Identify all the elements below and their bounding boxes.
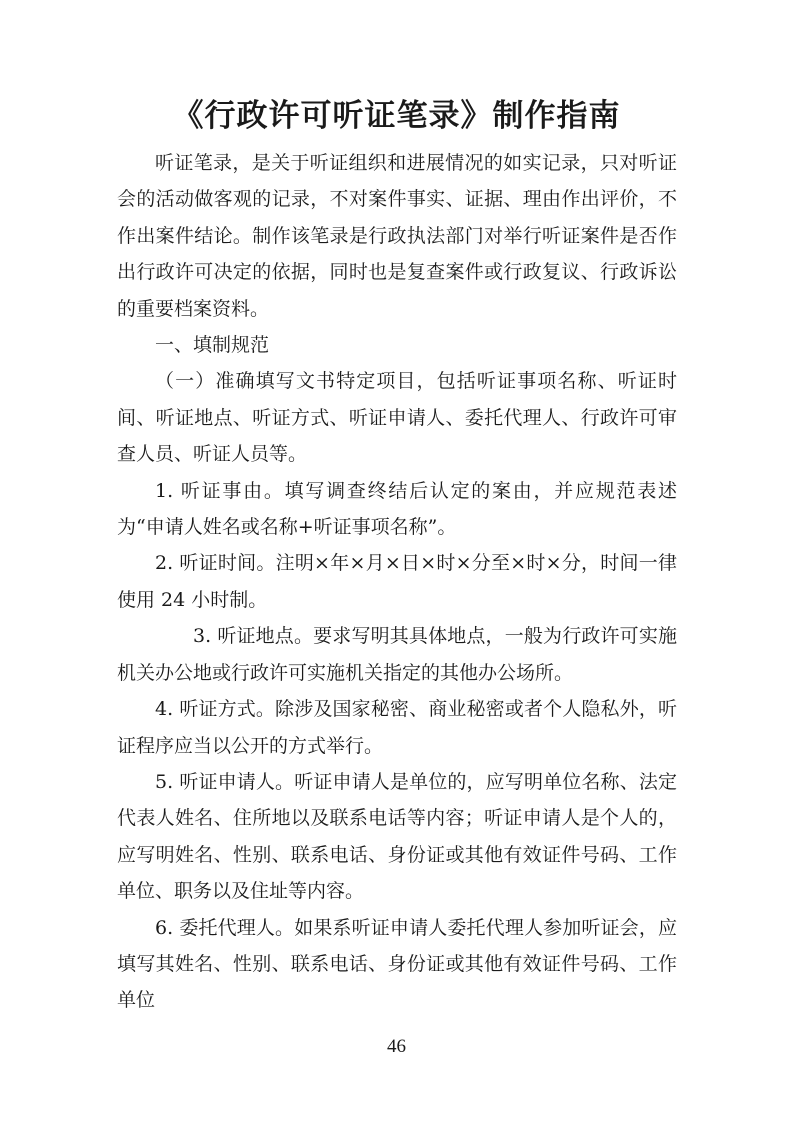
paragraph-specific-items: （一）准确填写文书特定项目，包括听证事项名称、听证时间、听证地点、听证方式、听证申请人、委托代理人、行政许可审查人员、听证人员等。 [117,370,677,466]
paragraph-hearing-applicant: 5. 听证申请人。听证申请人是单位的，应写明单位名称、法定代表人姓名、住所地以及联系电话等内容；听证申请人是个人的，应写明姓名、性别、联系电话、身份证或其他有效证件号码、工作单位、职务以及住址等内容。 [117,770,677,903]
paragraph-hearing-method: 4. 听证方式。除涉及国家秘密、商业秘密或者个人隐私外，听证程序应当以公开的方式举行。 [117,698,677,757]
section-heading-fill-rules: 一、填制规范 [155,334,270,357]
document-title: 《行政许可听证笔录》制作指南 [172,98,621,134]
page-number: 46 [387,1036,406,1057]
document-body [117,145,677,1019]
paragraph-hearing-location: 3. 听证地点。要求写明其具体地点，一般为行政许可实施机关办公地或行政许可实施机关指定的其他办公场所。 [117,625,677,684]
paragraph-hearing-cause: 1. 听证事由。填写调查终结后认定的案由，并应规范表述为“申请人姓名或名称+听证事项名称”。 [117,479,677,539]
paragraph-authorized-agent: 6. 委托代理人。如果系听证申请人委托代理人参加听证会，应填写其姓名、性别、联系电话、身份证或其他有效证件号码、工作单位 [117,916,677,1012]
paragraph-hearing-time: 2. 听证时间。注明×年×月×日×时×分至×时×分，时间一律使用 24 小时制。 [117,552,677,611]
paragraph-intro: 听证笔录，是关于听证组织和进展情况的如实记录，只对听证会的活动做客观的记录，不对案件事实、证据、理由作出评价，不作出案件结论。制作该笔录是行政执法部门对举行听证案件是否作出行政许可决定的依据，同时也是复查案件或行政复议、行政诉讼的重要档案资料。 [117,152,677,320]
